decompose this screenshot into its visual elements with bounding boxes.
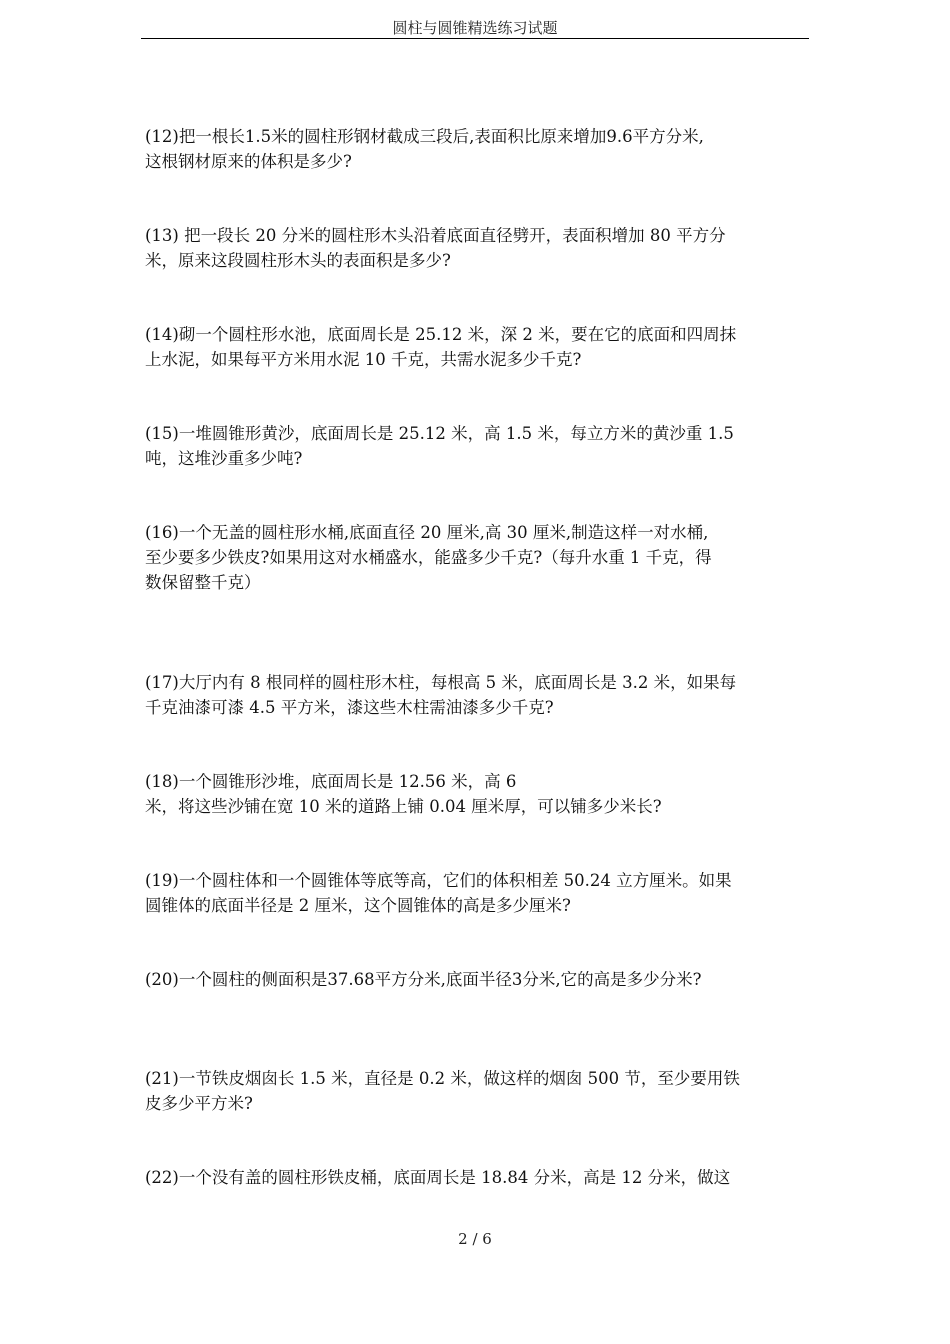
- question-12: [145, 124, 809, 174]
- question-line: 数保留整千克）: [145, 573, 261, 592]
- question-line: (21)一节铁皮烟囱长 1.5 米，直径是 0.2 米，做这样的烟囱 500 节，至少要用铁: [145, 1069, 740, 1088]
- question-line: (22)一个没有盖的圆柱形铁皮桶，底面周长是 18.84 分米，高是 12 分米，做这: [145, 1168, 731, 1187]
- question-line: 米，原来这段圆柱形木头的表面积是多少?: [145, 251, 451, 270]
- question-line: 这根钢材原来的体积是多少?: [145, 152, 352, 171]
- question-15: [145, 421, 809, 471]
- question-line: 上水泥，如果每平方米用水泥 10 千克，共需水泥多少千克?: [145, 350, 582, 369]
- question-13: [145, 223, 809, 273]
- question-17: [145, 670, 809, 720]
- question-line: (16)一个无盖的圆柱形水桶,底面直径 20 厘米,高 30 厘米,制造这样一对水桶,: [145, 523, 709, 542]
- page-header-title: 圆柱与圆锥精选练习试题: [392, 19, 558, 37]
- question-line: (13) 把一段长 20 分米的圆柱形木头沿着底面直径劈开，表面积增加 80 平方分: [145, 226, 726, 245]
- question-line: 皮多少平方米?: [145, 1094, 253, 1113]
- question-line: (12)把一根长1.5米的圆柱形钢材截成三段后,表面积比原来增加9.6平方分米,: [145, 127, 704, 146]
- page-number: 2 / 6: [458, 1230, 492, 1248]
- header-divider: [141, 38, 809, 39]
- question-16: [145, 520, 809, 595]
- question-line: 圆锥体的底面半径是 2 厘米，这个圆锥体的高是多少厘米?: [145, 896, 571, 915]
- question-line: (20)一个圆柱的侧面积是37.68平方分米,底面半径3分米,它的高是多少分米?: [145, 970, 702, 989]
- question-19: [145, 868, 809, 918]
- question-line: 米，将这些沙铺在宽 10 米的道路上铺 0.04 厘米厚，可以铺多少米长?: [145, 797, 662, 816]
- question-line: (17)大厅内有 8 根同样的圆柱形木柱，每根高 5 米，底面周长是 3.2 米，如果每: [145, 673, 737, 692]
- question-line: 吨，这堆沙重多少吨?: [145, 449, 303, 468]
- question-20: [145, 967, 809, 992]
- question-22: [145, 1165, 809, 1190]
- question-18: [145, 769, 809, 819]
- question-line: (14)砌一个圆柱形水池，底面周长是 25.12 米，深 2 米，要在它的底面和四周抹: [145, 325, 737, 344]
- question-line: 千克油漆可漆 4.5 平方米，漆这些木柱需油漆多少千克?: [145, 698, 554, 717]
- question-line: 至少要多少铁皮?如果用这对水桶盛水，能盛多少千克?（每升水重 1 千克，得: [145, 548, 712, 567]
- question-14: [145, 322, 809, 372]
- question-line: (18)一个圆锥形沙堆，底面周长是 12.56 米，高 6: [145, 772, 517, 791]
- question-line: (19)一个圆柱体和一个圆锥体等底等高，它们的体积相差 50.24 立方厘米。如果: [145, 871, 732, 890]
- question-line: (15)一堆圆锥形黄沙，底面周长是 25.12 米，高 1.5 米，每立方米的黄沙重 1.5: [145, 424, 734, 443]
- question-21: [145, 1066, 809, 1116]
